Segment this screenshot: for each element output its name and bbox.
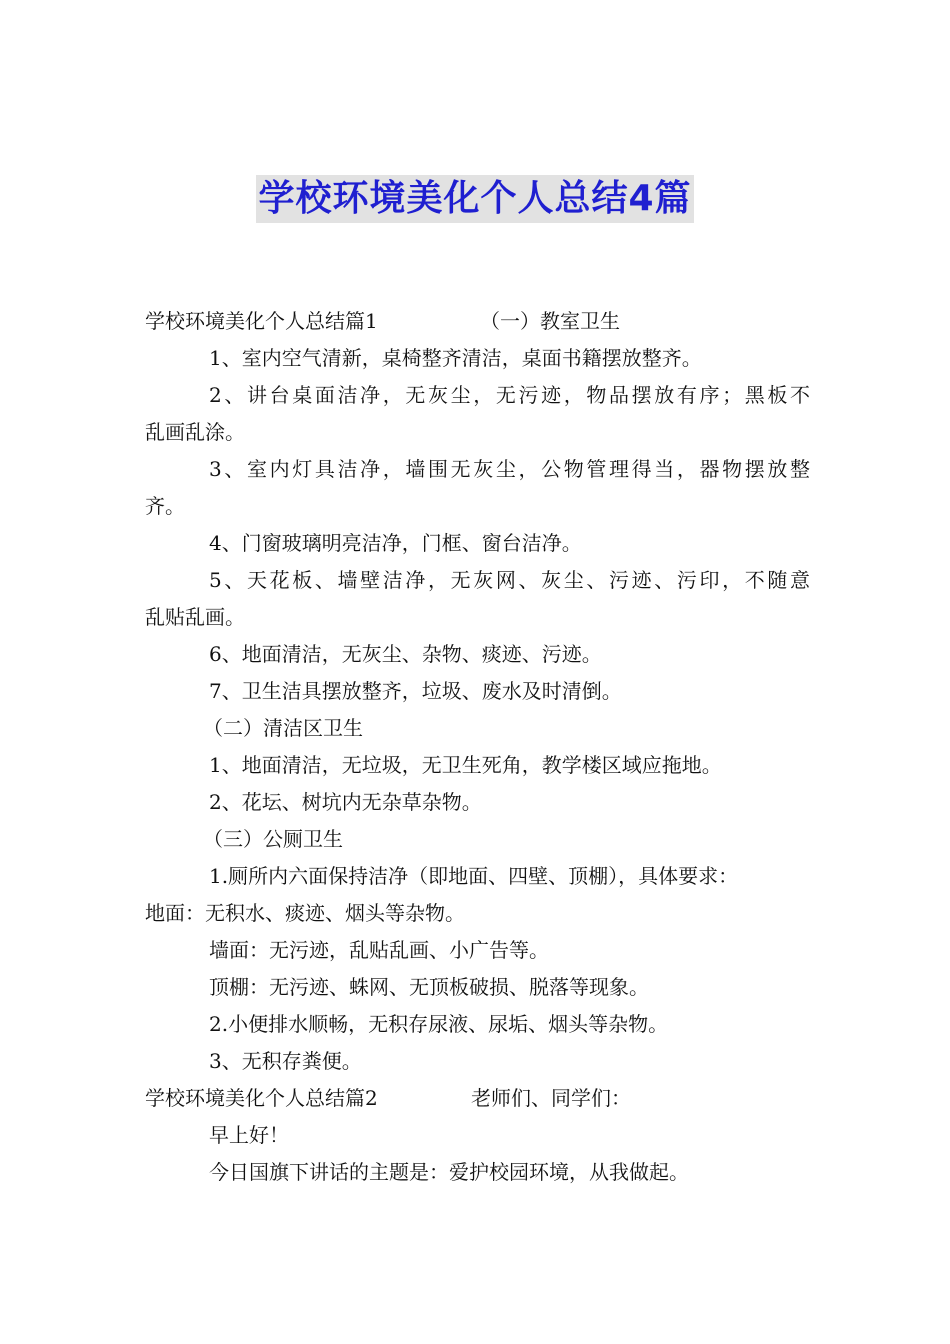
section1-heading: （一）教室卫生 bbox=[480, 309, 620, 333]
list-item-continuation: 乱贴乱画。 bbox=[145, 605, 245, 629]
greeting: 老师们、同学们： bbox=[471, 1086, 631, 1110]
list-item: 7、卫生洁具摆放整齐，垃圾、废水及时清倒。 bbox=[209, 679, 622, 703]
list-item: 3、室内灯具洁净，墙围无灰尘，公物管理得当，器物摆放整 bbox=[209, 457, 810, 481]
list-item: 2.小便排水顺畅，无积存尿液、尿垢、烟头等杂物。 bbox=[209, 1012, 669, 1036]
list-item: 1.厕所内六面保持洁净（即地面、四壁、顶棚），具体要求： bbox=[209, 864, 739, 888]
document-body bbox=[145, 303, 810, 1191]
list-item: 2、讲台桌面洁净，无灰尘，无污迹，物品摆放有序；黑板不 bbox=[209, 383, 810, 407]
list-item-continuation: 乱画乱涂。 bbox=[145, 420, 245, 444]
list-item: 墙面：无污迹，乱贴乱画、小广告等。 bbox=[209, 938, 549, 962]
list-item: 1、室内空气清新，桌椅整齐清洁，桌面书籍摆放整齐。 bbox=[209, 346, 702, 370]
list-item: 5、天花板、墙壁洁净，无灰网、灰尘、污迹、污印，不随意 bbox=[209, 568, 810, 592]
list-item: 4、门窗玻璃明亮洁净，门框、窗台洁净。 bbox=[209, 531, 582, 555]
article2-heading-row bbox=[145, 1080, 810, 1117]
list-item-continuation: 地面：无积水、痰迹、烟头等杂物。 bbox=[145, 901, 465, 925]
article1-heading: 学校环境美化个人总结篇1 bbox=[145, 309, 378, 333]
list-item: 顶棚：无污迹、蛛网、无顶板破损、脱落等现象。 bbox=[209, 975, 649, 999]
speech-topic: 今日国旗下讲话的主题是：爱护校园环境，从我做起。 bbox=[209, 1160, 689, 1184]
document-title: 学校环境美化个人总结4篇 bbox=[256, 175, 693, 223]
list-item: 6、地面清洁，无灰尘、杂物、痰迹、污迹。 bbox=[209, 642, 602, 666]
morning-greeting: 早上好！ bbox=[209, 1123, 289, 1147]
list-item: 1、地面清洁，无垃圾，无卫生死角，教学楼区域应拖地。 bbox=[209, 753, 722, 777]
list-item-continuation: 齐。 bbox=[145, 494, 185, 518]
section2-heading: （二）清洁区卫生 bbox=[203, 716, 363, 740]
title-container bbox=[0, 175, 950, 223]
section3-heading: （三）公厕卫生 bbox=[203, 827, 343, 851]
list-item: 3、无积存粪便。 bbox=[209, 1049, 362, 1073]
article1-heading-row bbox=[145, 303, 810, 340]
list-item: 2、花坛、树坑内无杂草杂物。 bbox=[209, 790, 482, 814]
article2-heading: 学校环境美化个人总结篇2 bbox=[145, 1086, 378, 1110]
